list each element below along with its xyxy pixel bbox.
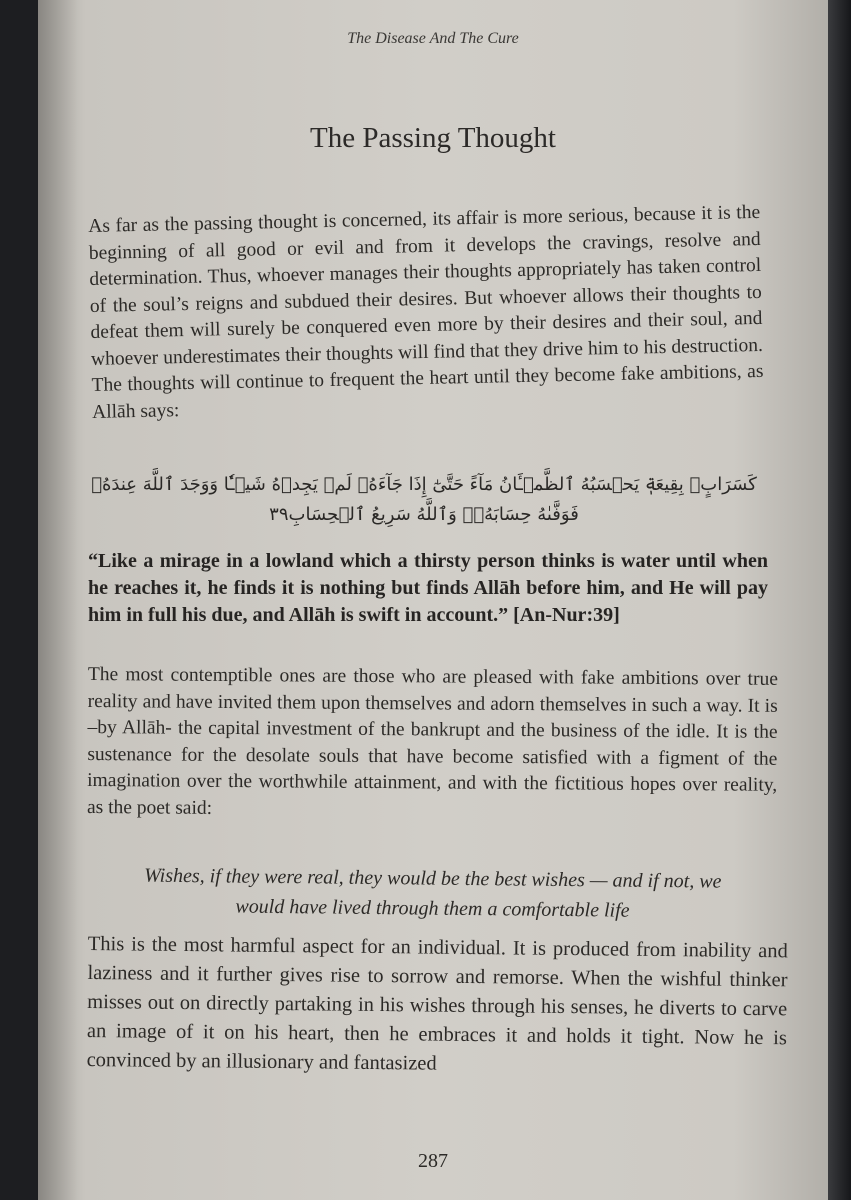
- book-page: [38, 0, 828, 1200]
- arabic-verse: كَسَرَابٍۭ بِقِيعَةٖ يَحۡسَبُهُ ٱلظَّمۡـَٔانُ مَآءً حَتَّىٰٓ إِذَا جَآءَهُۥ لَمۡ يَجِدۡهُ شَيۡـٔٗا وَوَجَدَ ٱللَّهَ عِندَهُۥ فَوَفَّىٰهُ حِسَابَهُۥۗ وَٱللَّهُ سَرِيعُ ٱلۡحِسَابِ٣٩: [91, 474, 757, 525]
- chapter-title: The Passing Thought: [310, 122, 556, 154]
- poem-quote: [87, 860, 778, 927]
- running-head: The Disease And The Cure: [347, 30, 519, 47]
- paragraph-harmful-aspect: This is the most harmful aspect for an individual. It is produced from inability and laziness and it further gives rise to sorrow and remorse. When the wishful thinker misses out on directly partaking in his wishes through his senses, he diverts to carve an image of it on his heart, then he embraces it and holds it tight. Now he is convinced by an illusionary and fantasized: [86, 932, 788, 1075]
- page-number: 287: [418, 1150, 448, 1172]
- verse-translation: “Like a mirage in a lowland which a thirsty person thinks is water until when he reaches it, he finds it is nothing but finds Allāh before him, and He will pay him in full his due, and Allāh is swift in account.” [An-Nur:39]: [88, 550, 768, 626]
- paragraph-intro: As far as the passing thought is concerned, its affair is more serious, because it is the beginning of all good or evil and from it develops the cravings, resolve and determination. Thus, whoever manages their thoughts appropriately has taken control of the soul’s reigns and subdued their desires. But whoever allows their thoughts to defeat them will surely be conquered even more by their desires and their soul, and whoever underestimates their thoughts will find that they drive him to his destruction. The thoughts will continue to frequent the heart until they become fake ambitions, as Allāh says:: [88, 201, 764, 423]
- paragraph-fake-ambitions: The most contemptible ones are those who are pleased with fake ambitions over true reality and have invited them upon themselves and adorn themselves in such a way. It is –by Allāh- the capital investment of the bankrupt and the business of the idle. It is the sustenance for the desolate souls that have become satisfied with a figment of the imagination over the worthwhile attainment, and with the fictitious hopes over reality, as the poet said:: [86, 663, 778, 819]
- background-edge: [828, 0, 851, 1200]
- poem-line-1: Wishes, if they were real, they would be the best wishes — and if not, we: [144, 864, 722, 893]
- poem-line-2: would have lived through them a comfortable life: [235, 895, 630, 922]
